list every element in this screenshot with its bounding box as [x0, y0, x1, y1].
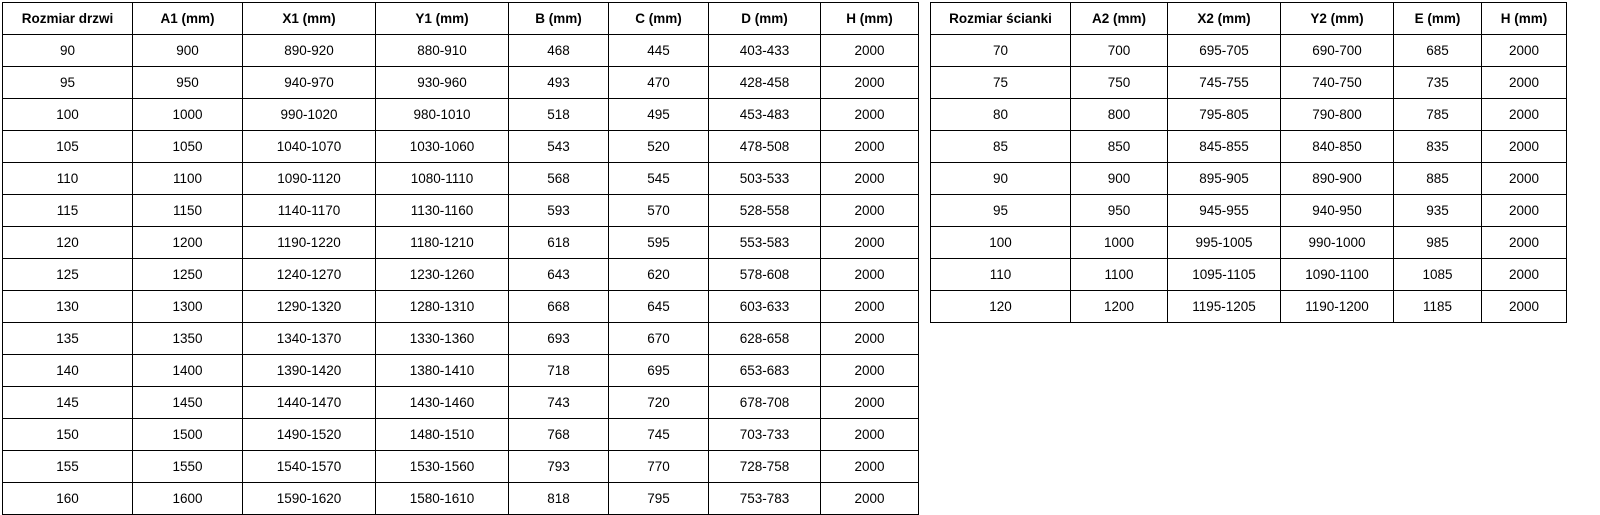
walls-table-header: [931, 3, 1567, 35]
walls-cell: 80: [931, 99, 1071, 131]
doors-column-header: Rozmiar drzwi: [3, 3, 133, 35]
doors-cell: 2000: [821, 419, 919, 451]
walls-cell: 685: [1394, 35, 1482, 67]
walls-cell: 785: [1394, 99, 1482, 131]
table-row: [3, 323, 919, 355]
doors-cell: 528-558: [709, 195, 821, 227]
walls-cell: 1100: [1071, 259, 1168, 291]
walls-cell: 2000: [1482, 67, 1567, 99]
doors-cell: 770: [609, 451, 709, 483]
doors-cell: 880-910: [376, 35, 509, 67]
doors-cell: 2000: [821, 259, 919, 291]
walls-column-header: A2 (mm): [1071, 3, 1168, 35]
doors-cell: 980-1010: [376, 99, 509, 131]
doors-cell: 1430-1460: [376, 387, 509, 419]
walls-column-header: H (mm): [1482, 3, 1567, 35]
doors-cell: 695: [609, 355, 709, 387]
table-row: [931, 259, 1567, 291]
doors-cell: 745: [609, 419, 709, 451]
doors-cell: 518: [509, 99, 609, 131]
doors-cell: 2000: [821, 99, 919, 131]
doors-cell: 1330-1360: [376, 323, 509, 355]
doors-cell: 1530-1560: [376, 451, 509, 483]
walls-cell: 950: [1071, 195, 1168, 227]
doors-cell: 1140-1170: [243, 195, 376, 227]
walls-cell: 790-800: [1281, 99, 1394, 131]
doors-cell: 743: [509, 387, 609, 419]
doors-cell: 768: [509, 419, 609, 451]
doors-cell: 643: [509, 259, 609, 291]
doors-cell: 1080-1110: [376, 163, 509, 195]
table-row: [931, 291, 1567, 323]
doors-cell: 818: [509, 483, 609, 515]
table-row: [3, 195, 919, 227]
doors-table-body: [3, 35, 919, 515]
walls-cell: 110: [931, 259, 1071, 291]
table-row: [3, 163, 919, 195]
doors-cell: 1250: [133, 259, 243, 291]
doors-cell: 595: [609, 227, 709, 259]
walls-column-header: E (mm): [1394, 3, 1482, 35]
table-row: [931, 35, 1567, 67]
doors-cell: 578-608: [709, 259, 821, 291]
doors-cell: 718: [509, 355, 609, 387]
walls-table-body: [931, 35, 1567, 323]
doors-cell: 1040-1070: [243, 131, 376, 163]
table-row: [931, 99, 1567, 131]
doors-cell: 990-1020: [243, 99, 376, 131]
doors-cell: 520: [609, 131, 709, 163]
walls-cell: 850: [1071, 131, 1168, 163]
table-row: [931, 227, 1567, 259]
doors-cell: 495: [609, 99, 709, 131]
doors-cell: 543: [509, 131, 609, 163]
doors-column-header: B (mm): [509, 3, 609, 35]
doors-cell: 100: [3, 99, 133, 131]
walls-cell: 90: [931, 163, 1071, 195]
doors-cell: 115: [3, 195, 133, 227]
table-row: [931, 67, 1567, 99]
doors-cell: 1340-1370: [243, 323, 376, 355]
table-header-row: [931, 3, 1567, 35]
doors-cell: 628-658: [709, 323, 821, 355]
doors-cell: 1300: [133, 291, 243, 323]
walls-cell: 2000: [1482, 195, 1567, 227]
walls-cell: 690-700: [1281, 35, 1394, 67]
walls-cell: 1090-1100: [1281, 259, 1394, 291]
table-row: [3, 387, 919, 419]
doors-cell: 2000: [821, 131, 919, 163]
doors-cell: 1550: [133, 451, 243, 483]
walls-cell: 940-950: [1281, 195, 1394, 227]
table-row: [3, 99, 919, 131]
doors-cell: 1390-1420: [243, 355, 376, 387]
table-row: [931, 163, 1567, 195]
walls-cell: 2000: [1482, 35, 1567, 67]
walls-cell: 795-805: [1168, 99, 1281, 131]
walls-cell: 2000: [1482, 227, 1567, 259]
walls-cell: 1195-1205: [1168, 291, 1281, 323]
doors-cell: 120: [3, 227, 133, 259]
table-row: [3, 227, 919, 259]
walls-cell: 85: [931, 131, 1071, 163]
doors-cell: 693: [509, 323, 609, 355]
doors-column-header: Y1 (mm): [376, 3, 509, 35]
walls-cell: 1085: [1394, 259, 1482, 291]
walls-cell: 800: [1071, 99, 1168, 131]
table-row: [3, 419, 919, 451]
doors-cell: 545: [609, 163, 709, 195]
table-row: [3, 483, 919, 515]
doors-cell: 2000: [821, 323, 919, 355]
walls-cell: 995-1005: [1168, 227, 1281, 259]
walls-column-header: X2 (mm): [1168, 3, 1281, 35]
doors-table-header: [3, 3, 919, 35]
doors-cell: 493: [509, 67, 609, 99]
doors-cell: 445: [609, 35, 709, 67]
walls-cell: 700: [1071, 35, 1168, 67]
doors-cell: 1500: [133, 419, 243, 451]
table-row: [931, 195, 1567, 227]
doors-cell: 1490-1520: [243, 419, 376, 451]
walls-cell: 2000: [1482, 163, 1567, 195]
walls-cell: 750: [1071, 67, 1168, 99]
walls-cell: 835: [1394, 131, 1482, 163]
doors-cell: 930-960: [376, 67, 509, 99]
doors-cell: 603-633: [709, 291, 821, 323]
doors-cell: 403-433: [709, 35, 821, 67]
doors-dimensions-table: [2, 2, 919, 515]
doors-cell: 1600: [133, 483, 243, 515]
doors-cell: 105: [3, 131, 133, 163]
doors-cell: 468: [509, 35, 609, 67]
table-header-row: [3, 3, 919, 35]
doors-cell: 795: [609, 483, 709, 515]
walls-cell: 745-755: [1168, 67, 1281, 99]
walls-cell: 120: [931, 291, 1071, 323]
doors-cell: 2000: [821, 483, 919, 515]
doors-cell: 1480-1510: [376, 419, 509, 451]
doors-cell: 160: [3, 483, 133, 515]
doors-cell: 1090-1120: [243, 163, 376, 195]
doors-cell: 678-708: [709, 387, 821, 419]
walls-cell: 2000: [1482, 99, 1567, 131]
doors-column-header: C (mm): [609, 3, 709, 35]
walls-cell: 1190-1200: [1281, 291, 1394, 323]
walls-cell: 70: [931, 35, 1071, 67]
doors-cell: 2000: [821, 387, 919, 419]
doors-cell: 2000: [821, 35, 919, 67]
doors-cell: 155: [3, 451, 133, 483]
doors-column-header: D (mm): [709, 3, 821, 35]
walls-cell: 735: [1394, 67, 1482, 99]
doors-cell: 890-920: [243, 35, 376, 67]
doors-cell: 2000: [821, 227, 919, 259]
doors-dimensions-table-container: [2, 2, 919, 515]
walls-cell: 1200: [1071, 291, 1168, 323]
walls-cell: 985: [1394, 227, 1482, 259]
doors-cell: 135: [3, 323, 133, 355]
walls-cell: 740-750: [1281, 67, 1394, 99]
doors-cell: 668: [509, 291, 609, 323]
table-row: [3, 451, 919, 483]
doors-cell: 620: [609, 259, 709, 291]
doors-cell: 2000: [821, 67, 919, 99]
doors-cell: 1100: [133, 163, 243, 195]
doors-cell: 2000: [821, 163, 919, 195]
walls-cell: 95: [931, 195, 1071, 227]
doors-cell: 728-758: [709, 451, 821, 483]
walls-cell: 840-850: [1281, 131, 1394, 163]
doors-cell: 1580-1610: [376, 483, 509, 515]
doors-cell: 1290-1320: [243, 291, 376, 323]
doors-cell: 2000: [821, 291, 919, 323]
table-row: [3, 355, 919, 387]
walls-cell: 695-705: [1168, 35, 1281, 67]
doors-cell: 478-508: [709, 131, 821, 163]
doors-cell: 90: [3, 35, 133, 67]
doors-cell: 950: [133, 67, 243, 99]
doors-cell: 140: [3, 355, 133, 387]
doors-cell: 1240-1270: [243, 259, 376, 291]
walls-dimensions-table-container: [930, 2, 1567, 323]
doors-cell: 1000: [133, 99, 243, 131]
walls-cell: 1000: [1071, 227, 1168, 259]
doors-cell: 753-783: [709, 483, 821, 515]
walls-cell: 1185: [1394, 291, 1482, 323]
walls-cell: 890-900: [1281, 163, 1394, 195]
doors-cell: 1180-1210: [376, 227, 509, 259]
doors-cell: 1400: [133, 355, 243, 387]
doors-cell: 150: [3, 419, 133, 451]
walls-dimensions-table: [930, 2, 1567, 323]
doors-cell: 1050: [133, 131, 243, 163]
doors-cell: 428-458: [709, 67, 821, 99]
doors-cell: 1380-1410: [376, 355, 509, 387]
table-row: [931, 131, 1567, 163]
doors-cell: 593: [509, 195, 609, 227]
doors-cell: 1440-1470: [243, 387, 376, 419]
doors-cell: 1030-1060: [376, 131, 509, 163]
doors-column-header: A1 (mm): [133, 3, 243, 35]
walls-cell: 990-1000: [1281, 227, 1394, 259]
doors-cell: 95: [3, 67, 133, 99]
doors-cell: 1130-1160: [376, 195, 509, 227]
walls-cell: 2000: [1482, 131, 1567, 163]
doors-cell: 2000: [821, 355, 919, 387]
doors-cell: 940-970: [243, 67, 376, 99]
doors-cell: 503-533: [709, 163, 821, 195]
doors-cell: 1280-1310: [376, 291, 509, 323]
walls-cell: 900: [1071, 163, 1168, 195]
doors-cell: 145: [3, 387, 133, 419]
doors-cell: 470: [609, 67, 709, 99]
doors-cell: 653-683: [709, 355, 821, 387]
doors-cell: 130: [3, 291, 133, 323]
walls-cell: 1095-1105: [1168, 259, 1281, 291]
doors-cell: 720: [609, 387, 709, 419]
doors-cell: 900: [133, 35, 243, 67]
doors-column-header: X1 (mm): [243, 3, 376, 35]
doors-cell: 2000: [821, 451, 919, 483]
doors-cell: 793: [509, 451, 609, 483]
table-row: [3, 67, 919, 99]
doors-cell: 568: [509, 163, 609, 195]
doors-cell: 1200: [133, 227, 243, 259]
walls-cell: 845-855: [1168, 131, 1281, 163]
doors-cell: 1590-1620: [243, 483, 376, 515]
walls-cell: 2000: [1482, 259, 1567, 291]
doors-cell: 2000: [821, 195, 919, 227]
doors-cell: 1190-1220: [243, 227, 376, 259]
doors-cell: 1150: [133, 195, 243, 227]
doors-cell: 570: [609, 195, 709, 227]
doors-cell: 670: [609, 323, 709, 355]
doors-cell: 645: [609, 291, 709, 323]
doors-cell: 1540-1570: [243, 451, 376, 483]
doors-cell: 453-483: [709, 99, 821, 131]
walls-column-header: Rozmiar ścianki: [931, 3, 1071, 35]
walls-cell: 895-905: [1168, 163, 1281, 195]
doors-cell: 703-733: [709, 419, 821, 451]
doors-cell: 618: [509, 227, 609, 259]
doors-cell: 553-583: [709, 227, 821, 259]
walls-cell: 2000: [1482, 291, 1567, 323]
doors-cell: 1230-1260: [376, 259, 509, 291]
table-row: [3, 35, 919, 67]
walls-column-header: Y2 (mm): [1281, 3, 1394, 35]
doors-cell: 1450: [133, 387, 243, 419]
walls-cell: 945-955: [1168, 195, 1281, 227]
doors-cell: 110: [3, 163, 133, 195]
doors-cell: 1350: [133, 323, 243, 355]
walls-cell: 100: [931, 227, 1071, 259]
table-row: [3, 259, 919, 291]
doors-column-header: H (mm): [821, 3, 919, 35]
walls-cell: 75: [931, 67, 1071, 99]
table-row: [3, 131, 919, 163]
walls-cell: 885: [1394, 163, 1482, 195]
table-row: [3, 291, 919, 323]
doors-cell: 125: [3, 259, 133, 291]
walls-cell: 935: [1394, 195, 1482, 227]
